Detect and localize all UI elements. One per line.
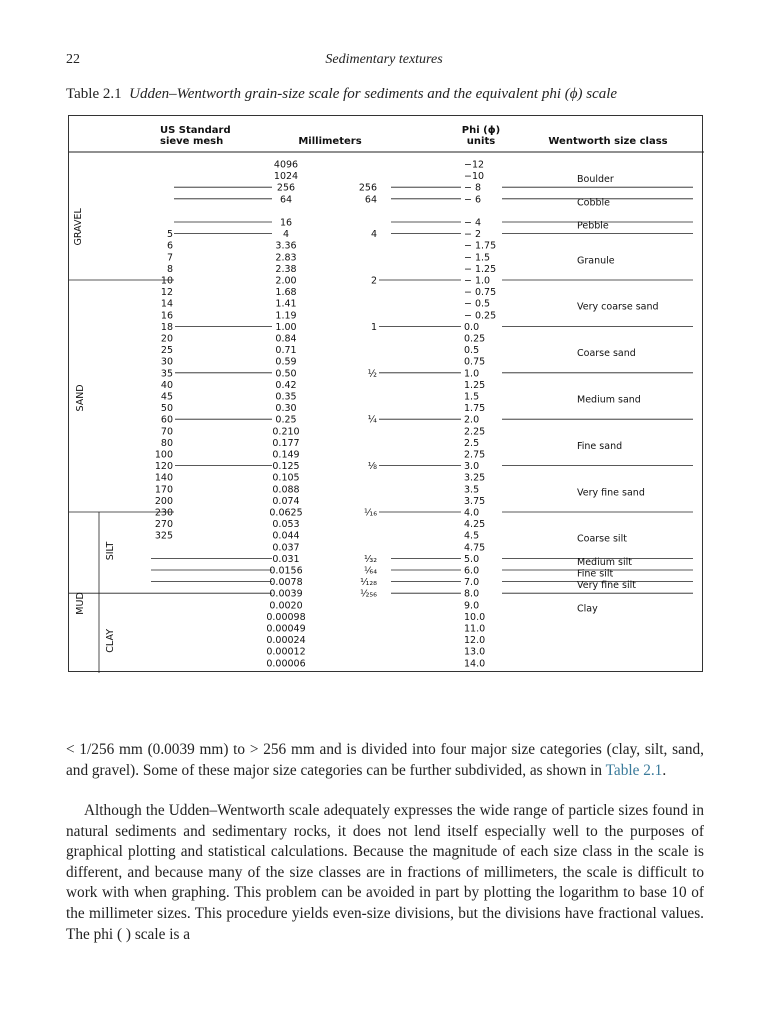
sieve-value: 7 bbox=[166, 252, 173, 264]
header-phi: units bbox=[466, 136, 496, 147]
sieve-value: 16 bbox=[160, 310, 173, 322]
phi-value: − 6 bbox=[464, 194, 482, 206]
table-link[interactable]: Table 2.1 bbox=[605, 761, 663, 779]
millimeter-value: 0.177 bbox=[272, 437, 300, 449]
millimeter-fraction: 4 bbox=[370, 229, 377, 241]
millimeter-value: 0.71 bbox=[275, 345, 297, 357]
group-label-sand: SAND bbox=[75, 384, 86, 412]
millimeter-value: 0.84 bbox=[275, 333, 297, 345]
sieve-value: 8 bbox=[166, 263, 173, 275]
wentworth-class: Very coarse sand bbox=[577, 301, 659, 313]
phi-value: 2.25 bbox=[464, 426, 486, 438]
header-phi: Phi (ϕ) bbox=[461, 125, 501, 136]
paragraph-2: Although the Udden–Wentworth scale adequately expresses the wide range of particle sizes found in natural sediments and sedimentary rocks, it does not lend itself especially well to the purposes of graphical plotting and statistical calculations. Because the magnitude of each size class in the scale is different, and because many of the size classes are in fractions of millimeters, the scale is difficult to work with when graphing. This problem can be avoided in part by plotting the logarithm to base 10 of the millimeter sizes. This procedure yields even-size divisions, but the divisions have fractional values. The phi ( ) scale is a bbox=[66, 802, 704, 943]
phi-value: −12 bbox=[464, 159, 485, 171]
millimeter-fraction: ¹⁄₂₅₆ bbox=[360, 588, 377, 600]
wentworth-class: Granule bbox=[577, 255, 615, 267]
sieve-value: 270 bbox=[154, 519, 173, 531]
group-label-clay: CLAY bbox=[105, 628, 116, 653]
header-wentworth-class: Wentworth size class bbox=[548, 136, 668, 147]
wentworth-class: Fine sand bbox=[577, 440, 623, 452]
millimeter-fraction: 256 bbox=[358, 182, 377, 194]
wentworth-class: Coarse silt bbox=[577, 533, 627, 545]
millimeter-value: 0.00024 bbox=[266, 635, 306, 647]
millimeter-value: 0.0078 bbox=[269, 577, 303, 589]
group-label-silt: SILT bbox=[105, 541, 116, 561]
phi-value: 14.0 bbox=[464, 658, 486, 670]
phi-value: 1.5 bbox=[464, 391, 480, 403]
sieve-value: 50 bbox=[160, 403, 173, 415]
phi-value: 3.75 bbox=[464, 495, 486, 507]
phi-value: 1.25 bbox=[464, 379, 486, 391]
millimeter-fraction: 64 bbox=[364, 194, 377, 206]
p1-text: < 1/256 mm (0.0039 mm) to > 256 mm and is divided into four major size categories (clay, silt, sand, and gravel). Some of these major size categories can be further subdivided, as shown in bbox=[66, 741, 704, 779]
phi-value: − 1.75 bbox=[464, 240, 497, 252]
millimeter-value: 0.59 bbox=[275, 356, 297, 368]
phi-value: 13.0 bbox=[464, 646, 486, 658]
millimeter-value: 2.38 bbox=[275, 263, 297, 275]
sieve-value: 35 bbox=[160, 368, 173, 380]
phi-value: − 0.5 bbox=[464, 298, 491, 310]
phi-value: 4.0 bbox=[464, 507, 480, 519]
phi-value: 6.0 bbox=[464, 565, 480, 577]
millimeter-fraction: ⅛ bbox=[367, 461, 377, 473]
sieve-value: 200 bbox=[154, 495, 173, 507]
millimeter-fraction: ¹⁄₁₆ bbox=[363, 507, 377, 519]
millimeter-value: 4096 bbox=[273, 159, 299, 171]
millimeter-fraction: 2 bbox=[370, 275, 377, 287]
phi-value: 8.0 bbox=[464, 588, 480, 600]
millimeter-fraction: ¼ bbox=[367, 414, 377, 426]
wentworth-class: Coarse sand bbox=[577, 348, 636, 360]
p1-end: . bbox=[662, 761, 667, 779]
phi-value: − 1.5 bbox=[464, 252, 491, 264]
millimeter-value: 1.68 bbox=[275, 287, 297, 299]
millimeter-value: 0.0039 bbox=[269, 588, 303, 600]
millimeter-fraction: ¹⁄₆₄ bbox=[363, 565, 377, 577]
table-title: Udden–Wentworth grain-size scale for sediments and the equivalent phi (ϕ) scale bbox=[129, 86, 618, 102]
phi-value: 0.75 bbox=[464, 356, 486, 368]
sieve-value: 14 bbox=[160, 298, 173, 310]
phi-value: 12.0 bbox=[464, 635, 486, 647]
phi-value: 2.5 bbox=[464, 437, 480, 449]
phi-value: 2.0 bbox=[464, 414, 480, 426]
phi-value: − 1.0 bbox=[464, 275, 491, 287]
phi-value: − 4 bbox=[464, 217, 482, 229]
sieve-value: 325 bbox=[154, 530, 173, 542]
table-drawing bbox=[69, 116, 704, 673]
millimeter-value: 1.00 bbox=[275, 321, 297, 333]
millimeter-value: 0.25 bbox=[275, 414, 297, 426]
millimeter-value: 2.83 bbox=[275, 252, 297, 264]
wentworth-class: Boulder bbox=[577, 174, 614, 186]
sieve-value: 45 bbox=[160, 391, 173, 403]
sieve-value: 10 bbox=[160, 275, 173, 287]
millimeter-value: 0.031 bbox=[272, 553, 300, 565]
millimeter-fraction: ¹⁄₃₂ bbox=[363, 553, 377, 565]
phi-value: 0.0 bbox=[464, 321, 480, 333]
millimeter-value: 0.210 bbox=[272, 426, 300, 438]
paragraph-1 bbox=[66, 740, 704, 781]
phi-value: − 2 bbox=[464, 229, 482, 241]
millimeter-value: 1024 bbox=[273, 171, 299, 183]
phi-value: −10 bbox=[464, 171, 485, 183]
table-label: Table 2.1 bbox=[66, 86, 122, 102]
wentworth-class: Very fine sand bbox=[577, 487, 645, 499]
sieve-value: 5 bbox=[166, 229, 173, 241]
wentworth-class: Pebble bbox=[577, 220, 609, 232]
millimeter-value: 0.00049 bbox=[266, 623, 306, 635]
sieve-value: 25 bbox=[160, 345, 173, 357]
phi-value: 9.0 bbox=[464, 600, 480, 612]
millimeter-value: 4 bbox=[282, 229, 290, 241]
millimeter-value: 0.088 bbox=[272, 484, 300, 496]
millimeter-value: 0.125 bbox=[272, 461, 300, 473]
phi-value: − 0.25 bbox=[464, 310, 497, 322]
sieve-value: 80 bbox=[160, 437, 173, 449]
millimeter-value: 2.00 bbox=[275, 275, 297, 287]
running-head: Sedimentary textures bbox=[325, 52, 443, 67]
millimeter-value: 0.42 bbox=[275, 379, 297, 391]
phi-value: 0.25 bbox=[464, 333, 486, 345]
phi-value: 10.0 bbox=[464, 611, 486, 623]
sieve-value: 100 bbox=[154, 449, 173, 461]
millimeter-value: 0.053 bbox=[272, 519, 300, 531]
millimeter-value: 256 bbox=[276, 182, 296, 194]
phi-value: 3.25 bbox=[464, 472, 486, 484]
phi-value: 11.0 bbox=[464, 623, 486, 635]
header-millimeters: Millimeters bbox=[298, 136, 362, 147]
page-number: 22 bbox=[66, 52, 80, 67]
millimeter-fraction: ¹⁄₁₂₈ bbox=[360, 577, 377, 589]
wentworth-class: Clay bbox=[577, 603, 598, 615]
wentworth-class: Medium silt bbox=[577, 556, 632, 568]
phi-value: 4.75 bbox=[464, 542, 486, 554]
millimeter-value: 0.0020 bbox=[269, 600, 303, 612]
phi-value: − 0.75 bbox=[464, 287, 497, 299]
grain-size-table bbox=[68, 115, 703, 672]
millimeter-value: 0.00006 bbox=[266, 658, 306, 670]
phi-value: 3.0 bbox=[464, 461, 480, 473]
sieve-value: 20 bbox=[160, 333, 173, 345]
millimeter-value: 0.074 bbox=[272, 495, 300, 507]
wentworth-class: Fine silt bbox=[577, 568, 614, 580]
sieve-value: 230 bbox=[154, 507, 173, 519]
millimeter-value: 0.149 bbox=[272, 449, 300, 461]
millimeter-value: 0.0625 bbox=[269, 507, 303, 519]
wentworth-class: Cobble bbox=[577, 197, 610, 209]
sieve-value: 120 bbox=[154, 461, 173, 473]
sieve-value: 12 bbox=[160, 287, 173, 299]
group-label-mud: MUD bbox=[75, 592, 86, 615]
millimeter-fraction: ½ bbox=[367, 368, 377, 380]
phi-value: 7.0 bbox=[464, 577, 480, 589]
sieve-value: 170 bbox=[154, 484, 173, 496]
phi-value: 4.25 bbox=[464, 519, 486, 531]
header-sieve: US Standard bbox=[160, 125, 231, 136]
millimeter-value: 0.044 bbox=[272, 530, 300, 542]
millimeter-value: 0.00098 bbox=[266, 611, 306, 623]
millimeter-value: 0.35 bbox=[275, 391, 297, 403]
sieve-value: 18 bbox=[160, 321, 173, 333]
millimeter-value: 1.41 bbox=[275, 298, 297, 310]
phi-value: 3.5 bbox=[464, 484, 480, 496]
millimeter-value: 1.19 bbox=[275, 310, 297, 322]
millimeter-value: 0.00012 bbox=[266, 646, 306, 658]
wentworth-class: Very fine silt bbox=[577, 580, 636, 592]
millimeter-value: 16 bbox=[279, 217, 293, 229]
phi-value: 0.5 bbox=[464, 345, 480, 357]
sieve-value: 60 bbox=[160, 414, 173, 426]
phi-value: 4.5 bbox=[464, 530, 480, 542]
sieve-value: 6 bbox=[166, 240, 173, 252]
sieve-value: 30 bbox=[160, 356, 173, 368]
phi-value: − 8 bbox=[464, 182, 482, 194]
wentworth-class: Medium sand bbox=[577, 394, 641, 406]
phi-value: − 1.25 bbox=[464, 263, 497, 275]
millimeter-value: 0.50 bbox=[275, 368, 297, 380]
millimeter-fraction: 1 bbox=[370, 321, 377, 333]
phi-value: 2.75 bbox=[464, 449, 486, 461]
millimeter-value: 64 bbox=[279, 194, 293, 206]
millimeter-value: 0.30 bbox=[275, 403, 297, 415]
table-caption bbox=[66, 86, 617, 103]
millimeter-value: 3.36 bbox=[275, 240, 297, 252]
millimeter-value: 0.037 bbox=[272, 542, 300, 554]
phi-value: 1.75 bbox=[464, 403, 486, 415]
millimeter-value: 0.105 bbox=[272, 472, 300, 484]
sieve-value: 40 bbox=[160, 379, 173, 391]
header-sieve: sieve mesh bbox=[160, 136, 224, 147]
phi-value: 1.0 bbox=[464, 368, 480, 380]
millimeter-value: 0.0156 bbox=[269, 565, 303, 577]
phi-value: 5.0 bbox=[464, 553, 480, 565]
sieve-value: 70 bbox=[160, 426, 173, 438]
sieve-value: 140 bbox=[154, 472, 173, 484]
group-label-gravel: GRAVEL bbox=[73, 208, 84, 246]
